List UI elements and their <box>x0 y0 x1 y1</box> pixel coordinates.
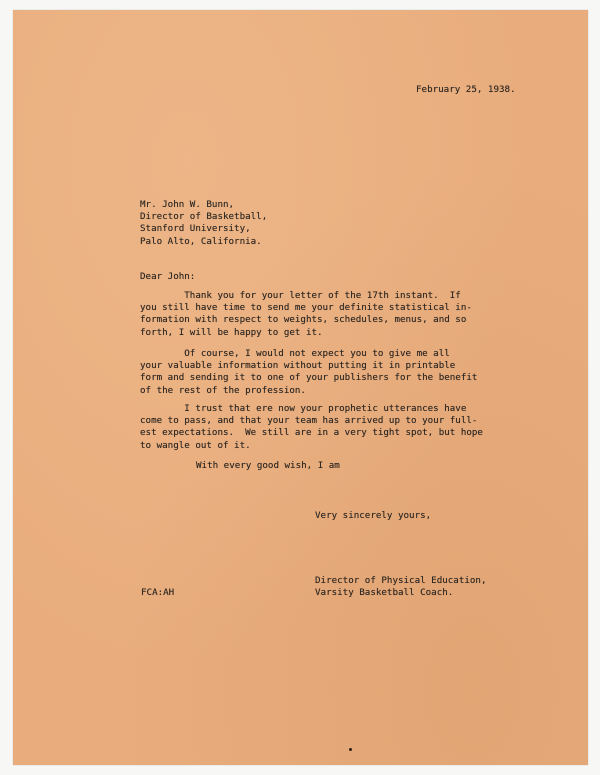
paragraph-line: est expectations. We still are in a very tight spot, but hope <box>140 427 483 439</box>
salutation: Dear John: <box>140 271 196 282</box>
paragraph-line: of the rest of the profession. <box>140 384 306 396</box>
recipient-address <box>140 199 267 248</box>
valediction: Very sincerely yours, <box>315 510 432 521</box>
recipient-line: Mr. John W. Bunn, <box>140 199 235 210</box>
paragraph-line: come to pass, and that your team has arrived up to your full- <box>140 415 478 427</box>
letter-page <box>13 10 588 765</box>
ink-speck <box>349 748 352 751</box>
signer-title-line: Director of Physical Education, <box>315 575 487 586</box>
paragraph-line: I trust that ere now your prophetic utterances have <box>140 403 467 414</box>
body-paragraph-2 <box>140 348 477 397</box>
paragraph-line: Thank you for your letter of the 17th instant. If <box>140 290 461 301</box>
signer-title-block <box>315 575 486 599</box>
letter-date: February 25, 1938. <box>416 84 516 95</box>
paragraph-line: form and sending it to one of your publishers for the benefit <box>140 372 478 384</box>
recipient-line: Director of Basketball, <box>140 211 268 223</box>
paragraph-line: to wangle out of it. <box>140 439 251 451</box>
paragraph-line: Of course, I would not expect you to give me all <box>140 348 450 359</box>
reference-initials: FCA:AH <box>141 587 175 598</box>
signer-title-line: Varsity Basketball Coach. <box>315 587 454 599</box>
body-paragraph-1 <box>140 290 472 339</box>
paragraph-line: your valuable information without putting it in printable <box>140 360 456 372</box>
closing-line: With every good wish, I am <box>196 460 340 471</box>
paragraph-line: forth, I will be happy to get it. <box>140 326 323 338</box>
body-paragraph-3 <box>140 403 483 452</box>
paragraph-line: you still have time to send me your definite statistical in- <box>140 302 472 314</box>
recipient-line: Palo Alto, California. <box>140 235 262 247</box>
recipient-line: Stanford University, <box>140 223 251 235</box>
paragraph-line: formation with respect to weights, schedules, menus, and so <box>140 314 467 326</box>
